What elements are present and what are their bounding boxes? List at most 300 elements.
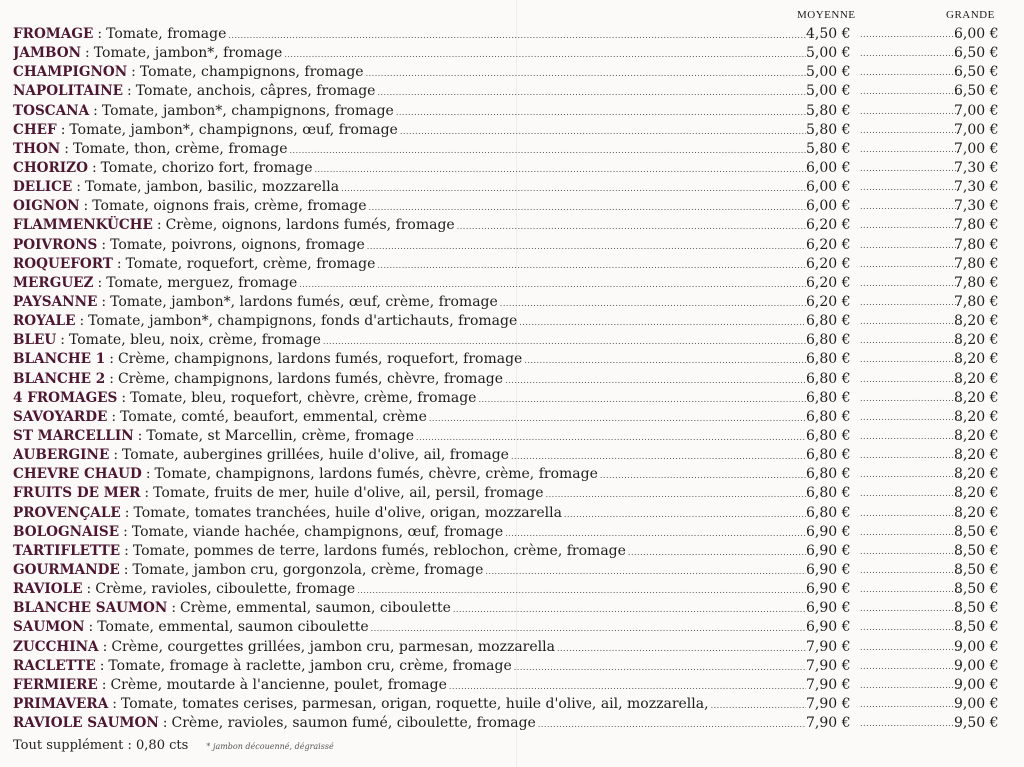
leader-dots [860, 178, 960, 197]
leader-dots [600, 466, 806, 485]
price-moyenne: 6,00 € [806, 179, 851, 196]
item-name: 4 FROMAGES [13, 389, 118, 406]
item-description [13, 695, 806, 715]
price-grande: 8,20 € [954, 466, 999, 483]
price-moyenne: 5,00 € [806, 83, 851, 100]
menu-item [13, 542, 1013, 561]
item-name: MERGUEZ [13, 274, 94, 291]
price-grande: 7,30 € [954, 159, 999, 176]
price-moyenne: 6,80 € [806, 408, 851, 425]
item-description [13, 331, 806, 351]
menu-item [13, 408, 1013, 427]
item-description [13, 542, 806, 562]
price-grande: 8,20 € [954, 504, 999, 521]
item-ingredients: Tomate, jambon cru, gorgonzola, crème, fromage [132, 561, 484, 578]
leader-dots [546, 485, 806, 504]
leader-dots [453, 600, 806, 619]
item-description [13, 427, 806, 447]
item-ingredients: Crème, champignons, lardons fumés, chèvre, fromage [117, 370, 504, 387]
price-moyenne: 6,80 € [806, 466, 851, 483]
price-moyenne: 6,90 € [806, 561, 851, 578]
item-description [13, 274, 806, 294]
leader-dots [485, 562, 806, 581]
price-grande: 8,20 € [954, 408, 999, 425]
leader-dots [860, 714, 960, 733]
item-name: BLANCHE SAUMON [13, 600, 168, 617]
item-ingredients: Tomate, jambon, basilic, mozzarella [84, 179, 340, 196]
item-description [13, 82, 806, 102]
menu-item [13, 293, 1013, 312]
menu-item [13, 159, 1013, 178]
leader-dots [284, 45, 806, 64]
item-ingredients: Tomate, jambon*, fromage [93, 45, 283, 62]
item-ingredients: Tomate, thon, crème, fromage [72, 140, 288, 157]
item-ingredients: Tomate, chorizo fort, fromage [100, 159, 313, 176]
item-description [13, 44, 806, 64]
menu-item [13, 676, 1013, 695]
menu-item [13, 350, 1013, 369]
menu-item [13, 140, 1013, 159]
item-ingredients: Tomate, bleu, noix, crème, fromage [68, 332, 321, 349]
leader-dots [860, 63, 960, 82]
price-grande: 8,20 € [954, 370, 999, 387]
menu-item [13, 178, 1013, 197]
item-name: PAYSANNE [13, 293, 98, 310]
item-description [13, 714, 806, 734]
item-separator: : [88, 619, 94, 636]
leader-dots [377, 83, 806, 102]
item-separator: : [76, 179, 81, 196]
price-moyenne: 7,90 € [806, 715, 851, 732]
item-description [13, 159, 806, 179]
item-ingredients: Tomate, bleu, roquefort, chèvre, crème, fromage [130, 389, 477, 406]
price-moyenne: 6,80 € [806, 427, 851, 444]
leader-dots [371, 619, 806, 638]
price-grande: 7,80 € [954, 255, 999, 272]
item-ingredients: Crème, champignons, lardons fumés, roquefort, fromage [117, 351, 523, 368]
item-description [13, 236, 806, 256]
item-separator: : [60, 332, 65, 349]
menu-item [13, 197, 1013, 216]
item-name: FLAMMENKÜCHE [13, 217, 153, 234]
price-grande: 8,50 € [954, 523, 999, 540]
leader-dots [416, 428, 806, 447]
price-moyenne: 6,20 € [806, 255, 851, 272]
item-name: SAUMON [13, 619, 85, 636]
leader-dots [396, 103, 806, 122]
leader-dots [860, 140, 960, 159]
item-separator: : [123, 561, 129, 578]
item-ingredients: Crème, moutarde à l'ancienne, poulet, fromage [110, 676, 447, 693]
item-separator: : [121, 389, 127, 406]
leader-dots [524, 351, 806, 370]
item-name: FERMIERE [13, 676, 98, 693]
leader-dots [860, 638, 960, 657]
column-header-moyenne: MOYENNE [797, 9, 856, 21]
price-moyenne: 6,80 € [806, 313, 851, 330]
price-grande: 8,50 € [954, 600, 999, 617]
item-separator: : [99, 657, 105, 674]
price-grande: 8,50 € [954, 561, 999, 578]
menu-item [13, 657, 1013, 676]
leader-dots [860, 370, 960, 389]
price-moyenne: 6,90 € [806, 600, 851, 617]
item-separator: : [86, 581, 92, 598]
leader-dots [299, 275, 806, 294]
item-description [13, 102, 806, 122]
supplement-text: Tout supplément : 0,80 cts [13, 738, 189, 753]
item-description [13, 293, 806, 313]
price-moyenne: 5,80 € [806, 102, 851, 119]
leader-dots [860, 561, 960, 580]
item-separator: : [60, 121, 66, 138]
price-grande: 6,50 € [954, 64, 999, 81]
item-description [13, 312, 806, 332]
item-ingredients: Tomate, viande hachée, champignons, œuf, fromage [131, 523, 504, 540]
menu-item [13, 370, 1013, 389]
price-grande: 7,80 € [954, 293, 999, 310]
item-name: BLANCHE 1 [13, 351, 106, 368]
price-grande: 8,20 € [954, 389, 999, 406]
item-name: RAVIOLE SAUMON [13, 715, 159, 732]
price-grande: 9,00 € [954, 638, 999, 655]
leader-dots [860, 216, 960, 235]
menu-item [13, 465, 1013, 484]
leader-dots [860, 255, 960, 274]
item-name: RAVIOLE [13, 581, 83, 598]
item-name: BOLOGNAISE [13, 523, 120, 540]
item-name: PRIMAVERA [13, 695, 109, 712]
item-name: DELICE [13, 179, 73, 196]
item-description [13, 197, 806, 217]
price-moyenne: 6,80 € [806, 389, 851, 406]
item-ingredients: Tomate, emmental, saumon ciboulette [97, 619, 369, 636]
menu-item [13, 312, 1013, 331]
price-grande: 8,20 € [954, 313, 999, 330]
item-name: OIGNON [13, 198, 80, 215]
item-ingredients: Tomate, merguez, fromage [106, 274, 298, 291]
item-separator: : [97, 274, 103, 291]
item-description [13, 676, 806, 696]
leader-dots [860, 82, 960, 101]
leader-dots [860, 121, 960, 140]
price-grande: 6,00 € [954, 26, 999, 42]
price-grande: 7,80 € [954, 217, 999, 234]
item-description [13, 465, 806, 485]
price-grande: 8,20 € [954, 332, 999, 349]
item-description [13, 561, 806, 581]
leader-dots [449, 677, 806, 696]
price-grande: 8,50 € [954, 542, 999, 559]
leader-dots [228, 26, 806, 45]
leader-dots [478, 390, 806, 409]
item-description [13, 255, 806, 275]
item-separator: : [137, 427, 143, 444]
price-moyenne: 5,00 € [806, 64, 851, 81]
leader-dots [505, 524, 806, 543]
item-separator: : [123, 523, 128, 540]
item-ingredients: Tomate, jambon*, lardons fumés, œuf, crème, fromage [110, 293, 498, 310]
item-separator: : [93, 102, 98, 119]
item-name: ZUCCHINA [13, 638, 99, 655]
price-moyenne: 6,90 € [806, 523, 851, 540]
price-grande: 8,20 € [954, 351, 999, 368]
menu-item [13, 523, 1013, 542]
leader-dots [860, 542, 960, 561]
price-moyenne: 6,20 € [806, 293, 851, 310]
item-description [13, 580, 806, 600]
item-ingredients: Tomate, jambon*, champignons, fromage [101, 102, 394, 119]
item-description [13, 504, 806, 524]
leader-dots [860, 676, 960, 695]
item-name: CHORIZO [13, 159, 88, 176]
item-separator: : [171, 600, 177, 617]
item-description [13, 618, 806, 638]
menu-item [13, 236, 1013, 255]
menu-item [13, 618, 1013, 637]
leader-dots [860, 484, 960, 503]
leader-dots [314, 160, 806, 179]
leader-dots [367, 237, 806, 256]
price-grande: 9,00 € [954, 695, 999, 712]
item-separator: : [91, 159, 97, 176]
menu-item [13, 580, 1013, 599]
leader-dots [860, 389, 960, 408]
leader-dots [519, 313, 806, 332]
price-moyenne: 4,50 € [806, 26, 851, 42]
item-separator: : [131, 64, 136, 81]
menu-item [13, 255, 1013, 274]
item-separator: : [85, 45, 90, 62]
item-name: FRUITS DE MER [13, 485, 141, 502]
item-ingredients: Tomate, champignons, fromage [139, 64, 364, 81]
item-ingredients: Tomate, pommes de terre, lardons fumés, reblochon, crème, fromage [132, 542, 626, 559]
item-name: THON [13, 140, 61, 157]
item-description [13, 350, 806, 370]
item-name: BLANCHE 2 [13, 370, 106, 387]
leader-dots [341, 179, 806, 198]
item-name: POIVRONS [13, 236, 98, 253]
item-separator: : [97, 26, 103, 42]
item-ingredients: Tomate, aubergines grillées, huile d'olive, ail, fromage [122, 447, 509, 464]
leader-dots [377, 256, 806, 275]
price-moyenne: 6,80 € [806, 485, 851, 502]
menu-item [13, 427, 1013, 446]
leader-dots [860, 25, 960, 44]
price-moyenne: 6,80 € [806, 504, 851, 521]
price-moyenne: 6,80 € [806, 370, 851, 387]
price-grande: 7,80 € [954, 274, 999, 291]
menu-item [13, 121, 1013, 140]
menu-item [13, 82, 1013, 101]
item-ingredients: Tomate, champignons, lardons fumés, chèvre, crème, fromage [154, 466, 598, 483]
leader-dots [505, 371, 806, 390]
leader-dots [860, 44, 960, 63]
item-separator: : [101, 293, 107, 310]
price-moyenne: 6,00 € [806, 159, 851, 176]
pizza-list [13, 25, 1013, 733]
item-name: CHEF [13, 121, 57, 138]
price-moyenne: 7,90 € [806, 657, 851, 674]
leader-dots [860, 159, 960, 178]
item-description [13, 178, 806, 198]
item-separator: : [109, 351, 114, 368]
item-name: GOURMANDE [13, 561, 120, 578]
price-moyenne: 6,90 € [806, 581, 851, 598]
menu-item [13, 274, 1013, 293]
leader-dots [514, 658, 806, 677]
menu-item [13, 714, 1013, 733]
leader-dots [860, 618, 960, 637]
item-separator: : [112, 695, 117, 712]
leader-dots [860, 504, 960, 523]
item-name: TOSCANA [13, 102, 90, 119]
price-moyenne: 6,20 € [806, 236, 851, 253]
item-ingredients: Crème, emmental, saumon, ciboulette [180, 600, 451, 617]
item-name: RACLETTE [13, 657, 96, 674]
price-grande: 8,50 € [954, 581, 999, 598]
item-ingredients: Tomate, fruits de mer, huile d'olive, ail, persil, fromage [153, 485, 544, 502]
menu-item [13, 102, 1013, 121]
item-description [13, 25, 806, 45]
item-ingredients: Crème, oignons, lardons fumés, fromage [165, 217, 455, 234]
menu-item [13, 25, 1013, 44]
item-ingredients: Tomate, poivrons, oignons, fromage [110, 236, 365, 253]
leader-dots [323, 332, 806, 351]
item-name: TARTIFLETTE [13, 542, 121, 559]
leader-dots [369, 198, 806, 217]
item-ingredients: Tomate, oignons frais, crème, fromage [92, 198, 367, 215]
item-description [13, 446, 806, 466]
item-separator: : [113, 447, 119, 464]
price-grande: 8,20 € [954, 485, 999, 502]
item-description [13, 523, 806, 543]
item-separator: : [145, 466, 151, 483]
leader-dots [711, 696, 806, 715]
item-name: CHEVRE CHAUD [13, 466, 142, 483]
item-separator: : [64, 140, 69, 157]
item-description [13, 638, 806, 658]
item-name: NAPOLITAINE [13, 83, 124, 100]
item-description [13, 484, 806, 504]
price-grande: 8,20 € [954, 447, 999, 464]
price-moyenne: 7,90 € [806, 638, 851, 655]
leader-dots [860, 293, 960, 312]
item-ingredients: Tomate, anchois, câpres, fromage [135, 83, 376, 100]
leader-dots [429, 409, 806, 428]
item-name: ROQUEFORT [13, 255, 113, 272]
menu-item [13, 63, 1013, 82]
item-description [13, 408, 806, 428]
menu-item [13, 504, 1013, 523]
menu-item [13, 484, 1013, 503]
item-description [13, 121, 806, 141]
menu-item [13, 331, 1013, 350]
item-description [13, 389, 806, 409]
item-separator: : [109, 370, 114, 387]
leader-dots [457, 217, 806, 236]
leader-dots [860, 197, 960, 216]
item-separator: : [101, 236, 107, 253]
item-name: PROVENÇALE [13, 504, 121, 521]
footer [13, 738, 334, 753]
item-description [13, 657, 806, 677]
leader-dots [860, 350, 960, 369]
item-description [13, 140, 806, 160]
item-ingredients: Tomate, comté, beaufort, emmental, crème [120, 408, 427, 425]
item-ingredients: Crème, courgettes grillées, jambon cru, parmesan, mozzarella [111, 638, 555, 655]
item-separator: : [116, 255, 122, 272]
item-separator: : [156, 217, 162, 234]
price-grande: 9,00 € [954, 657, 999, 674]
leader-dots [860, 408, 960, 427]
price-grande: 6,50 € [954, 83, 999, 100]
price-moyenne: 6,90 € [806, 619, 851, 636]
leader-dots [860, 102, 960, 121]
menu-item [13, 389, 1013, 408]
price-grande: 7,30 € [954, 179, 999, 196]
leader-dots [860, 523, 960, 542]
item-separator: : [124, 504, 130, 521]
item-separator: : [162, 715, 168, 732]
item-separator: : [101, 676, 107, 693]
price-moyenne: 6,20 € [806, 274, 851, 291]
item-ingredients: Tomate, fromage à raclette, jambon cru, crème, fromage [108, 657, 512, 674]
column-header-grande: GRANDE [946, 9, 995, 21]
item-description [13, 599, 806, 619]
item-name: JAMBON [13, 45, 82, 62]
leader-dots [557, 639, 806, 658]
item-ingredients: Tomate, fromage [106, 26, 227, 42]
price-moyenne: 6,80 € [806, 447, 851, 464]
price-grande: 7,00 € [954, 121, 999, 138]
item-name: BLEU [13, 332, 57, 349]
footnote: * jambon découenné, dégraissé [206, 742, 334, 751]
item-description [13, 216, 806, 236]
item-separator: : [83, 198, 89, 215]
price-moyenne: 5,80 € [806, 121, 851, 138]
item-separator: : [111, 408, 117, 425]
price-moyenne: 7,90 € [806, 695, 851, 712]
item-ingredients: Tomate, roquefort, crème, fromage [125, 255, 376, 272]
price-moyenne: 6,90 € [806, 542, 851, 559]
item-name: AUBERGINE [13, 447, 110, 464]
item-name: ST MARCELLIN [13, 427, 134, 444]
item-separator: : [79, 313, 85, 330]
price-grande: 7,80 € [954, 236, 999, 253]
item-separator: : [124, 542, 129, 559]
leader-dots [628, 543, 806, 562]
leader-dots [564, 505, 806, 524]
price-moyenne: 6,20 € [806, 217, 851, 234]
price-grande: 8,20 € [954, 427, 999, 444]
item-separator: : [144, 485, 150, 502]
price-grande: 7,00 € [954, 102, 999, 119]
price-grande: 7,00 € [954, 140, 999, 157]
price-grande: 9,50 € [954, 715, 999, 732]
leader-dots [860, 599, 960, 618]
price-grande: 6,50 € [954, 45, 999, 62]
leader-dots [538, 715, 806, 734]
leader-dots [400, 122, 806, 141]
menu-item [13, 599, 1013, 618]
item-ingredients: Crème, ravioles, saumon fumé, ciboulette, fromage [171, 715, 536, 732]
item-description [13, 63, 806, 83]
item-name: ROYALE [13, 313, 76, 330]
leader-dots [860, 427, 960, 446]
item-ingredients: Tomate, jambon*, champignons, œuf, fromage [69, 121, 398, 138]
leader-dots [860, 331, 960, 350]
